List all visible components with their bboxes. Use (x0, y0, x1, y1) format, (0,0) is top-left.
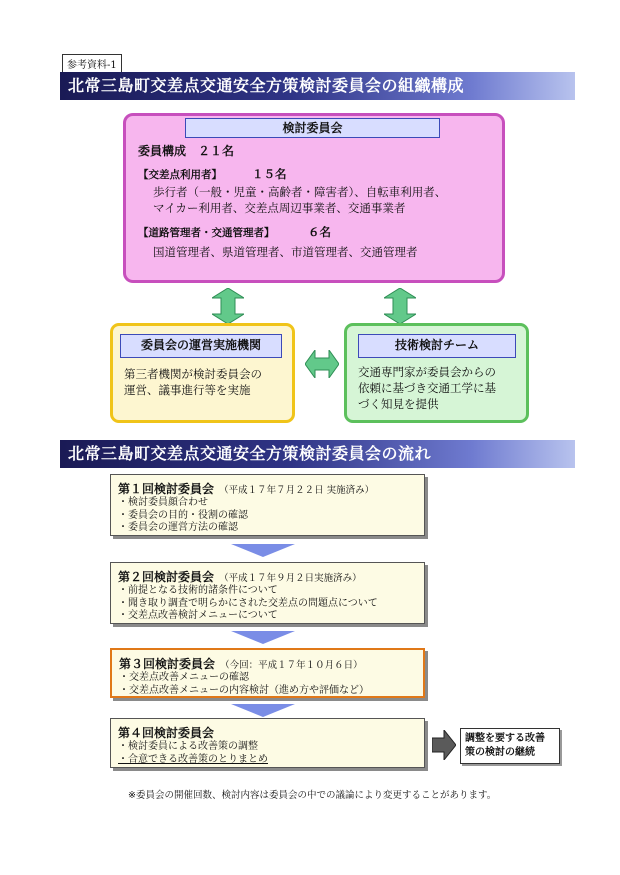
step-3-item: ・交差点改善メニューの確認 (119, 672, 249, 683)
committee-title: 検討委員会 (185, 118, 440, 138)
double-arrow-vertical-right (384, 288, 416, 324)
step-1-box (110, 474, 425, 536)
double-arrow-horizontal (305, 350, 339, 378)
step-2-item: ・前提となる技術的諸条件について (118, 585, 278, 596)
step-3-box (110, 648, 425, 698)
group2-header: 【道路管理者・交通管理者】 (138, 227, 275, 239)
step-4-item: ・合意できる改善策のとりまとめ (118, 753, 268, 765)
step-1-note: （平成１７年７月２２日 実施済み） (219, 485, 375, 496)
result-line2: 策の検討の継続 (465, 747, 535, 758)
operations-line2: 運営、議事進行等を実施 (124, 383, 251, 397)
step-3-title: 第３回検討委員会 (119, 657, 216, 671)
step-2-item: ・聞き取り調査で明らかにされた交差点の問題点について (118, 597, 378, 609)
group1-count: １５名 (252, 167, 287, 181)
step-4-item: ・検討委員による改善策の調整 (118, 741, 258, 752)
committee-composition: 委員構成 ２１名 (138, 144, 235, 158)
step-2-title: 第２回検討委員会 (118, 570, 215, 584)
tech-team-line1: 交通専門家が委員会からの (358, 365, 496, 379)
step-3-item: ・交差点改善メニューの内容検討（進め方や評価など） (119, 684, 369, 696)
step-3-note: （今回：平成１７年１０月６日） (220, 660, 363, 671)
group1-line1: 歩行者（一般・児童・高齢者・障害者）、自転車利用者、 (153, 185, 447, 199)
step-4-title: 第４回検討委員会 (118, 726, 215, 740)
flow-arrow-2 (231, 631, 295, 644)
double-arrow-vertical-left (212, 288, 244, 324)
group1-line2: マイカー利用者、交差点周辺事業者、交通事業者 (153, 201, 406, 215)
operations-line1: 第三者機関が検討委員会の (124, 367, 262, 381)
tech-team-line2: 依頼に基づき交通工学に基 (358, 381, 496, 395)
tech-team-title: 技術検討チーム (358, 334, 516, 358)
step-4-box (110, 718, 425, 768)
step-2-note: （平成１７年９月２日実施済み） (219, 573, 362, 584)
group2-line1: 国道管理者、県道管理者、市道管理者、交通管理者 (153, 245, 418, 259)
result-line1: 調整を要する改善 (465, 733, 545, 744)
operations-title: 委員会の運営実施機関 (120, 334, 282, 358)
step-1-item: ・委員会の運営方法の確認 (118, 522, 238, 533)
result-box (460, 728, 560, 764)
tech-team-line3: づく知見を提供 (358, 397, 439, 411)
flow-arrow-3 (231, 704, 295, 717)
step-1-title: 第１回検討委員会 (118, 482, 215, 496)
step-1-item: ・検討委員顔合わせ (118, 497, 208, 508)
section-title-flow: 北常三島町交差点交通安全方策検討委員会の流れ (60, 440, 575, 468)
step-2-box (110, 562, 425, 624)
step-2-item: ・交差点改善検討メニューについて (118, 610, 278, 621)
flow-arrow-1 (231, 544, 295, 557)
group1-header: 【交差点利用者】 (138, 169, 222, 181)
section-title-organization: 北常三島町交差点交通安全方策検討委員会の組織構成 (60, 72, 575, 100)
reference-label: 参考資料-1 (62, 54, 122, 73)
right-arrow-icon (432, 730, 456, 760)
footnote: ※委員会の開催回数、検討内容は委員会の中での議論により変更することがあります。 (128, 790, 497, 801)
step-1-item: ・委員会の目的・役割の確認 (118, 509, 248, 521)
group2-count: ６名 (308, 225, 331, 239)
